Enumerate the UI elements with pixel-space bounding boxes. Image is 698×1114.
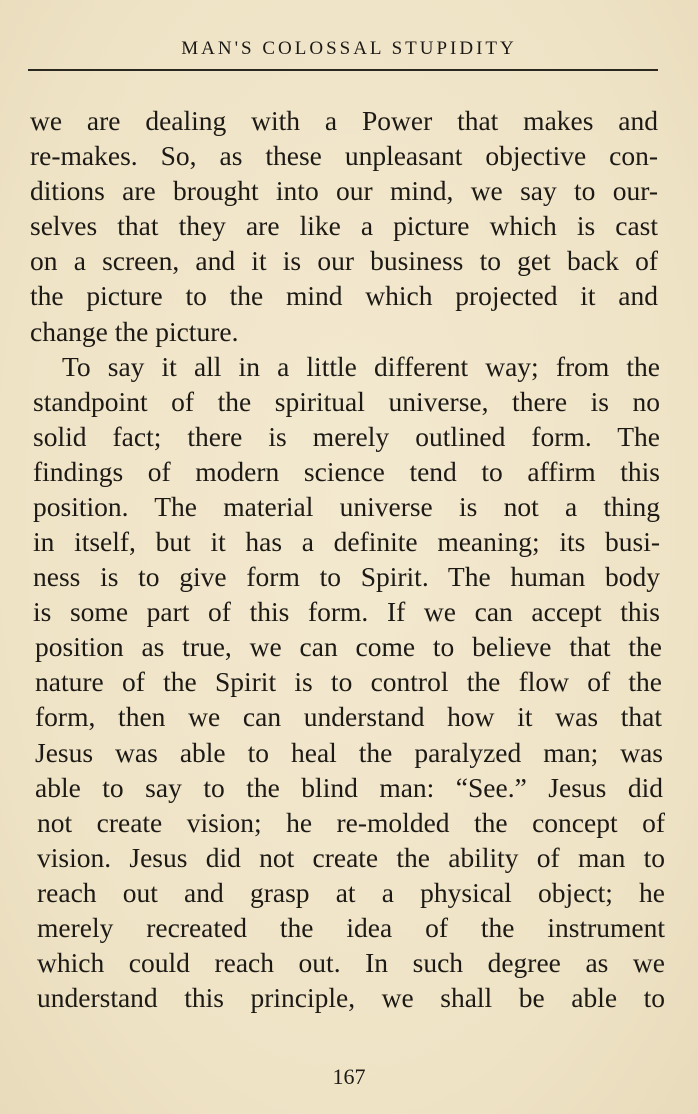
text-line: which could reach out. In such degree as we [37, 947, 665, 978]
text-line: findings of modern science tend to affirm this [33, 456, 660, 487]
text-line: position. The material universe is not a thing [33, 491, 660, 522]
text-line: solid fact; there is merely outlined form. The [33, 421, 660, 452]
text-line: selves that they are like a picture which is cast [30, 210, 658, 241]
text-line: we are dealing with a Power that makes and [30, 105, 658, 136]
text-line: able to say to the blind man: “See.” Jesus did [35, 772, 663, 803]
text-line: not create vision; he re-molded the concept of [37, 807, 665, 838]
text-line: the picture to the mind which projected it and [30, 280, 658, 311]
text-line: nature of the Spirit is to control the flow of the [35, 666, 662, 697]
text-line: form, then we can understand how it was that [35, 701, 662, 732]
header-rule [28, 69, 658, 71]
text-line: ness is to give form to Spirit. The human body [33, 561, 660, 592]
text-line: ditions are brought into our mind, we say to our- [30, 175, 658, 206]
text-line: change the picture. [30, 316, 239, 347]
text-line: standpoint of the spiritual universe, there is no [33, 386, 660, 417]
text-line: in itself, but it has a definite meaning; its busi- [33, 526, 660, 557]
text-line: merely recreated the idea of the instrument [37, 912, 665, 943]
text-line: re-makes. So, as these unpleasant objective con- [30, 140, 658, 171]
text-line: on a screen, and it is our business to get back of [30, 245, 658, 276]
text-line: position as true, we can come to believe that the [35, 631, 662, 662]
text-line: vision. Jesus did not create the ability of man to [37, 842, 665, 873]
text-line: is some part of this form. If we can accept this [33, 596, 660, 627]
text-line: reach out and grasp at a physical object; he [37, 877, 665, 908]
text-line: Jesus was able to heal the paralyzed man; was [35, 737, 663, 768]
text-line: understand this principle, we shall be able to [37, 982, 665, 1013]
text-line: To say it all in a little different way; from the [62, 351, 660, 382]
running-head: MAN'S COLOSSAL STUPIDITY [181, 38, 517, 59]
page-number: 167 [332, 1064, 366, 1089]
